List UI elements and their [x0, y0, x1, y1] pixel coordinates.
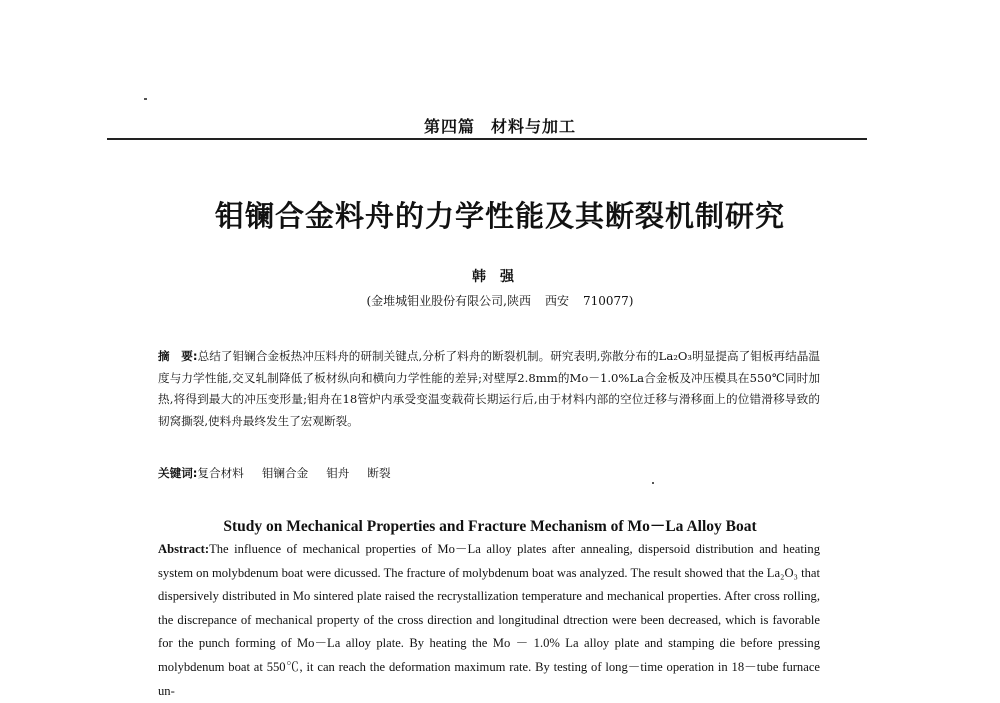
keywords-cn — [158, 465, 820, 481]
affiliation-postcode: 710077) — [583, 294, 634, 308]
abstract-en-text: The influence of mechanical properties of Mo－La alloy plates after annealing, dispersoid distribution and heating system on molybdenum boat were dicussed. The fracture of molybdenum boat was analyzed. The result showed that the La₂O₃ that dispersively distributed in Mo sintered plate raised the recrystallization temperature and mechanical properties. After cross rolling, the discrepance of mechanical property of the cross direction and longitudinal dtrection were been decreased, which is favorable for the punch forming of Mo－La alloy plate. By heating the Mo － 1.0% La alloy plate and stamping die before pressing molybdenum boat at 550℃, it can reach the deformation maximum rate. By testing of long－time operation in 18－tube furnace un- — [158, 542, 820, 698]
header-rule — [107, 138, 867, 140]
abstract-cn-label: 摘 要: — [158, 349, 198, 363]
author-name: 韩强 — [472, 269, 528, 285]
paper-title-en: Study on Mechanical Properties and Fracture Mechanism of Mo－La Alloy Boat — [223, 518, 757, 535]
abstract-cn — [158, 346, 820, 432]
section-topic: 材料与加工 — [491, 117, 577, 136]
abstract-en — [158, 538, 820, 703]
keyword: 钼舟 — [326, 466, 350, 480]
paper-title-cn: 钼镧合金料舟的力学性能及其断裂机制研究 — [214, 199, 785, 233]
section-number: 第四篇 — [423, 117, 475, 136]
affiliation-org: (金堆城钼业股份有限公司,陕西 — [366, 294, 531, 308]
keyword: 断裂 — [367, 466, 391, 480]
scan-speck — [144, 98, 147, 100]
affiliation-city: 西安 — [544, 294, 569, 308]
scan-speck — [652, 482, 654, 484]
keyword: 复合材料 — [197, 466, 244, 480]
affiliation — [0, 292, 1000, 309]
abstract-cn-text: 总结了钼镧合金板热冲压料舟的研制关键点,分析了料舟的断裂机制。研究表明,弥散分布的La₂O₃明显提高了钼板再结晶温度与力学性能,交叉轧制降低了板材纵向和横向力学性能的差异;对壁厚2.8mm的Mo－1.0%La合金板及冲压模具在550℃同时加热,将得到最大的冲压变形量;钼舟在18管炉内承受变温变载荷长期运行后,由于材料内部的空位迁移与滑移面上的位错滑移导致的韧窝撕裂,使料舟最终发生了宏观断裂。 — [158, 349, 820, 428]
keywords-label: 关键词: — [158, 466, 198, 480]
abstract-en-label: Abstract: — [158, 542, 210, 556]
section-header — [0, 114, 1000, 137]
keyword: 钼镧合金 — [261, 466, 309, 480]
